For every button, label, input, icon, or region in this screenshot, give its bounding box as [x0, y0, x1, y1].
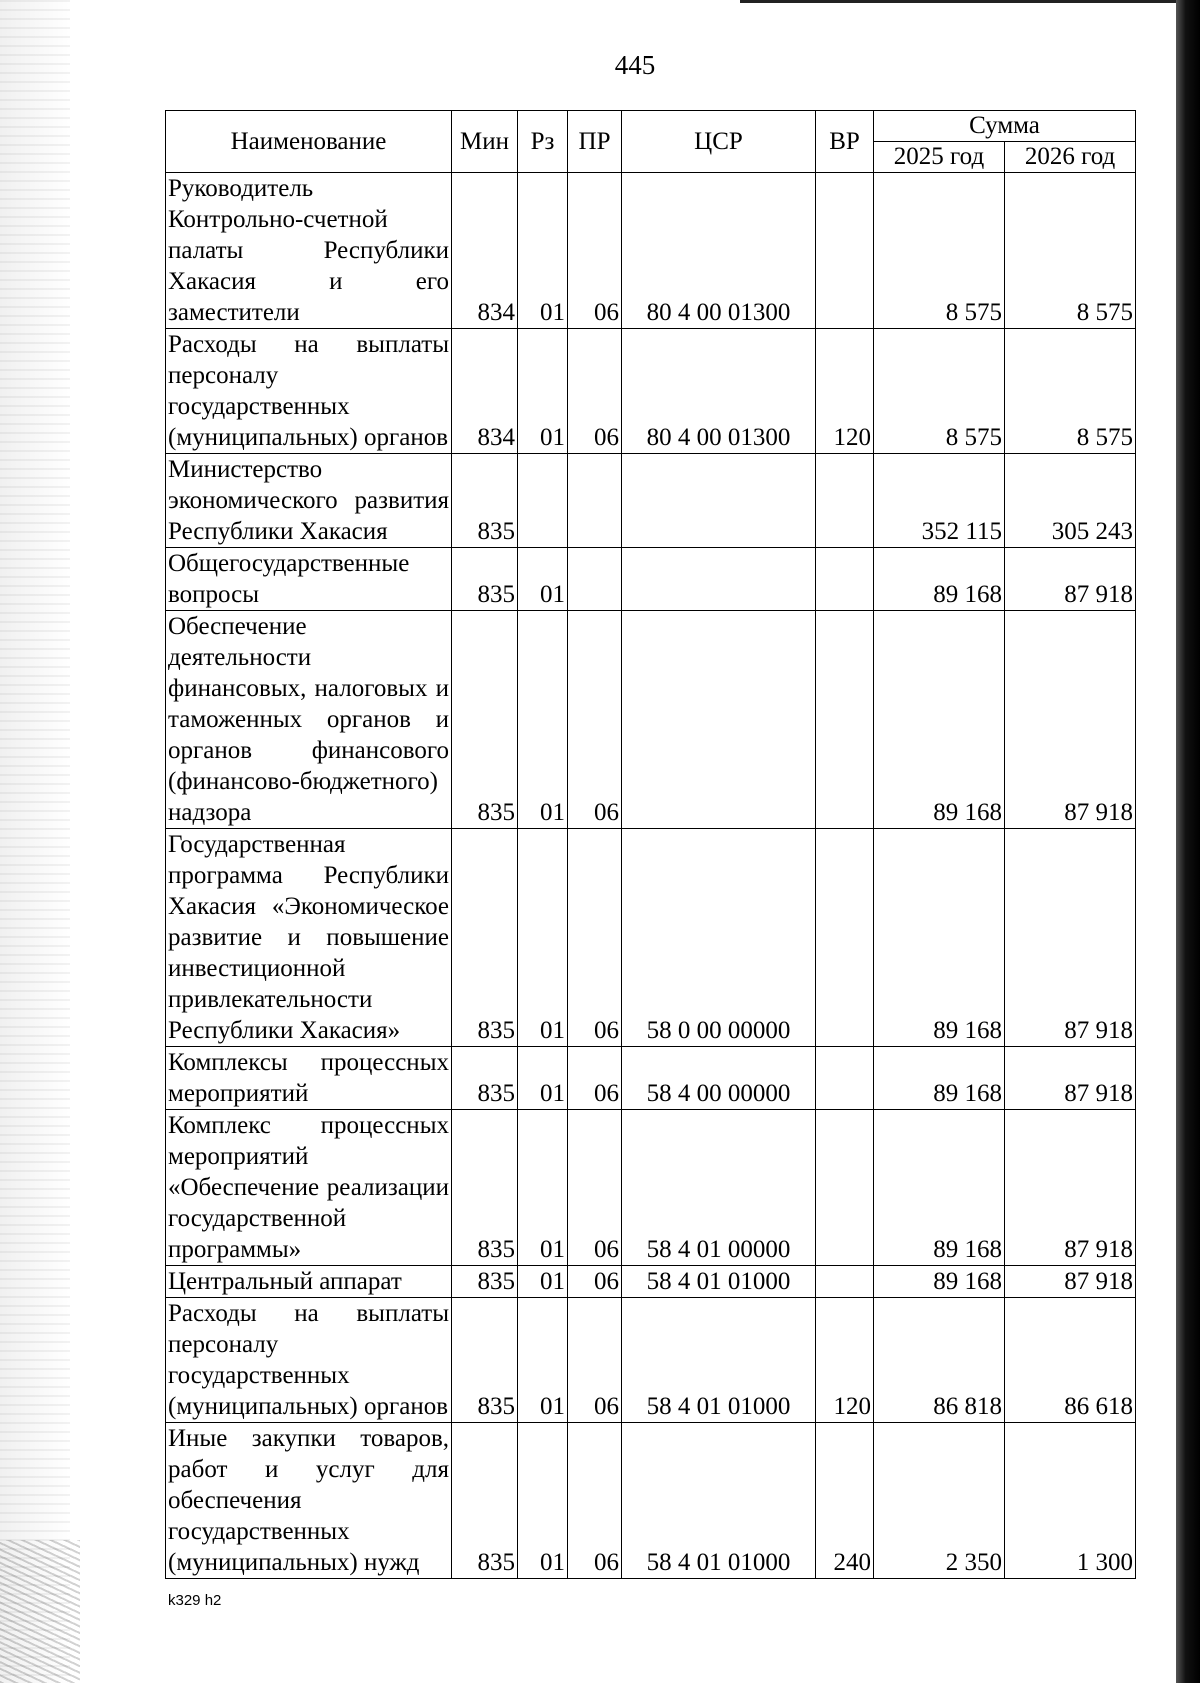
row-pr — [568, 454, 622, 548]
table-row — [166, 1110, 1136, 1266]
row-min: 834 — [452, 329, 518, 454]
row-name: Иные закупки товаров, работ и услуг для обеспечения государственных (муниципальных) нужд — [166, 1423, 452, 1579]
row-sum-2025: 2 350 — [874, 1423, 1005, 1579]
row-name: Государственная программа Республики Хакасия «Экономическое развитие и повышение инвестиционной привлекательности Республики Хакасия» — [166, 829, 452, 1047]
budget-table — [165, 110, 1136, 1579]
header-name: Наименование — [166, 111, 452, 173]
row-rz: 01 — [518, 1266, 568, 1298]
row-rz: 01 — [518, 548, 568, 611]
row-min: 835 — [452, 1047, 518, 1110]
row-vr: 120 — [816, 1298, 874, 1423]
row-rz: 01 — [518, 173, 568, 329]
footer-code: k329 h2 — [168, 1592, 222, 1609]
row-csr: 58 4 01 00000 — [622, 1110, 816, 1266]
row-vr — [816, 1266, 874, 1298]
row-min: 835 — [452, 829, 518, 1047]
row-min: 835 — [452, 1266, 518, 1298]
row-name: Общегосударственные вопросы — [166, 548, 452, 611]
row-rz: 01 — [518, 611, 568, 829]
header-pr: ПР — [568, 111, 622, 173]
row-sum-2025: 89 168 — [874, 1047, 1005, 1110]
table-row — [166, 829, 1136, 1047]
table-row — [166, 1298, 1136, 1423]
row-sum-2025: 89 168 — [874, 829, 1005, 1047]
row-name: Расходы на выплаты персоналу государственных (муниципальных) органов — [166, 329, 452, 454]
row-vr — [816, 1047, 874, 1110]
row-pr: 06 — [568, 611, 622, 829]
table-row — [166, 173, 1136, 329]
table-body — [166, 173, 1136, 1579]
header-2026: 2026 год — [1005, 142, 1136, 173]
row-csr — [622, 548, 816, 611]
header-rz: Рз — [518, 111, 568, 173]
row-sum-2026: 87 918 — [1005, 1266, 1136, 1298]
row-name: Руководитель Контрольно-счетной палаты Республики Хакасия и его заместители — [166, 173, 452, 329]
row-name: Комплекс процессных мероприятий «Обеспечение реализации государственной программы» — [166, 1110, 452, 1266]
row-rz: 01 — [518, 329, 568, 454]
row-name: Расходы на выплаты персоналу государственных (муниципальных) органов — [166, 1298, 452, 1423]
row-pr: 06 — [568, 1266, 622, 1298]
row-csr: 58 4 01 01000 — [622, 1423, 816, 1579]
row-pr: 06 — [568, 1047, 622, 1110]
scan-smudge — [0, 1540, 80, 1683]
header-row — [166, 111, 1136, 142]
row-min: 834 — [452, 173, 518, 329]
row-vr — [816, 611, 874, 829]
row-csr: 80 4 00 01300 — [622, 173, 816, 329]
row-sum-2025: 8 575 — [874, 329, 1005, 454]
row-sum-2025: 89 168 — [874, 1110, 1005, 1266]
row-rz: 01 — [518, 829, 568, 1047]
table-row — [166, 548, 1136, 611]
row-sum-2026: 86 618 — [1005, 1298, 1136, 1423]
row-vr — [816, 829, 874, 1047]
row-csr — [622, 454, 816, 548]
row-min: 835 — [452, 1110, 518, 1266]
row-vr: 120 — [816, 329, 874, 454]
row-rz: 01 — [518, 1298, 568, 1423]
row-min: 835 — [452, 611, 518, 829]
row-rz: 01 — [518, 1423, 568, 1579]
row-sum-2026: 8 575 — [1005, 329, 1136, 454]
row-sum-2025: 89 168 — [874, 1266, 1005, 1298]
row-csr: 58 4 00 00000 — [622, 1047, 816, 1110]
row-sum-2025: 86 818 — [874, 1298, 1005, 1423]
row-sum-2026: 87 918 — [1005, 829, 1136, 1047]
row-name: Обеспечение деятельности финансовых, налоговых и таможенных органов и органов финансового (финансово-бюджетного) надзора — [166, 611, 452, 829]
row-sum-2025: 352 115 — [874, 454, 1005, 548]
row-rz: 01 — [518, 1047, 568, 1110]
table-row — [166, 329, 1136, 454]
table-row — [166, 1266, 1136, 1298]
table-row — [166, 1423, 1136, 1579]
row-min: 835 — [452, 1298, 518, 1423]
row-name: Комплексы процессных мероприятий — [166, 1047, 452, 1110]
row-sum-2026: 87 918 — [1005, 1047, 1136, 1110]
table-row — [166, 454, 1136, 548]
row-vr — [816, 1110, 874, 1266]
row-sum-2026: 1 300 — [1005, 1423, 1136, 1579]
row-name: Центральный аппарат — [166, 1266, 452, 1298]
header-sum: Сумма — [874, 111, 1136, 142]
header-min: Мин — [452, 111, 518, 173]
row-csr: 58 4 01 01000 — [622, 1298, 816, 1423]
row-sum-2026: 87 918 — [1005, 611, 1136, 829]
header-vr: ВР — [816, 111, 874, 173]
row-pr: 06 — [568, 329, 622, 454]
row-sum-2025: 89 168 — [874, 611, 1005, 829]
row-sum-2025: 89 168 — [874, 548, 1005, 611]
row-min: 835 — [452, 1423, 518, 1579]
row-vr — [816, 173, 874, 329]
row-name: Министерство экономического развития Республики Хакасия — [166, 454, 452, 548]
scan-left-noise — [0, 0, 70, 1683]
table-row — [166, 611, 1136, 829]
row-pr: 06 — [568, 829, 622, 1047]
row-sum-2026: 87 918 — [1005, 548, 1136, 611]
row-rz — [518, 454, 568, 548]
row-pr: 06 — [568, 173, 622, 329]
table-row — [166, 1047, 1136, 1110]
row-rz: 01 — [518, 1110, 568, 1266]
row-csr — [622, 611, 816, 829]
row-vr — [816, 548, 874, 611]
scan-top-line — [740, 0, 1176, 3]
row-min: 835 — [452, 454, 518, 548]
row-pr: 06 — [568, 1110, 622, 1266]
row-sum-2026: 305 243 — [1005, 454, 1136, 548]
row-pr: 06 — [568, 1298, 622, 1423]
row-sum-2025: 8 575 — [874, 173, 1005, 329]
row-pr — [568, 548, 622, 611]
scan-edge-right — [1176, 0, 1200, 1683]
row-vr: 240 — [816, 1423, 874, 1579]
header-2025: 2025 год — [874, 142, 1005, 173]
row-min: 835 — [452, 548, 518, 611]
row-vr — [816, 454, 874, 548]
row-pr: 06 — [568, 1423, 622, 1579]
header-csr: ЦСР — [622, 111, 816, 173]
page-number: 445 — [614, 50, 656, 80]
row-sum-2026: 8 575 — [1005, 173, 1136, 329]
row-csr: 58 4 01 01000 — [622, 1266, 816, 1298]
row-sum-2026: 87 918 — [1005, 1110, 1136, 1266]
row-csr: 58 0 00 00000 — [622, 829, 816, 1047]
row-csr: 80 4 00 01300 — [622, 329, 816, 454]
